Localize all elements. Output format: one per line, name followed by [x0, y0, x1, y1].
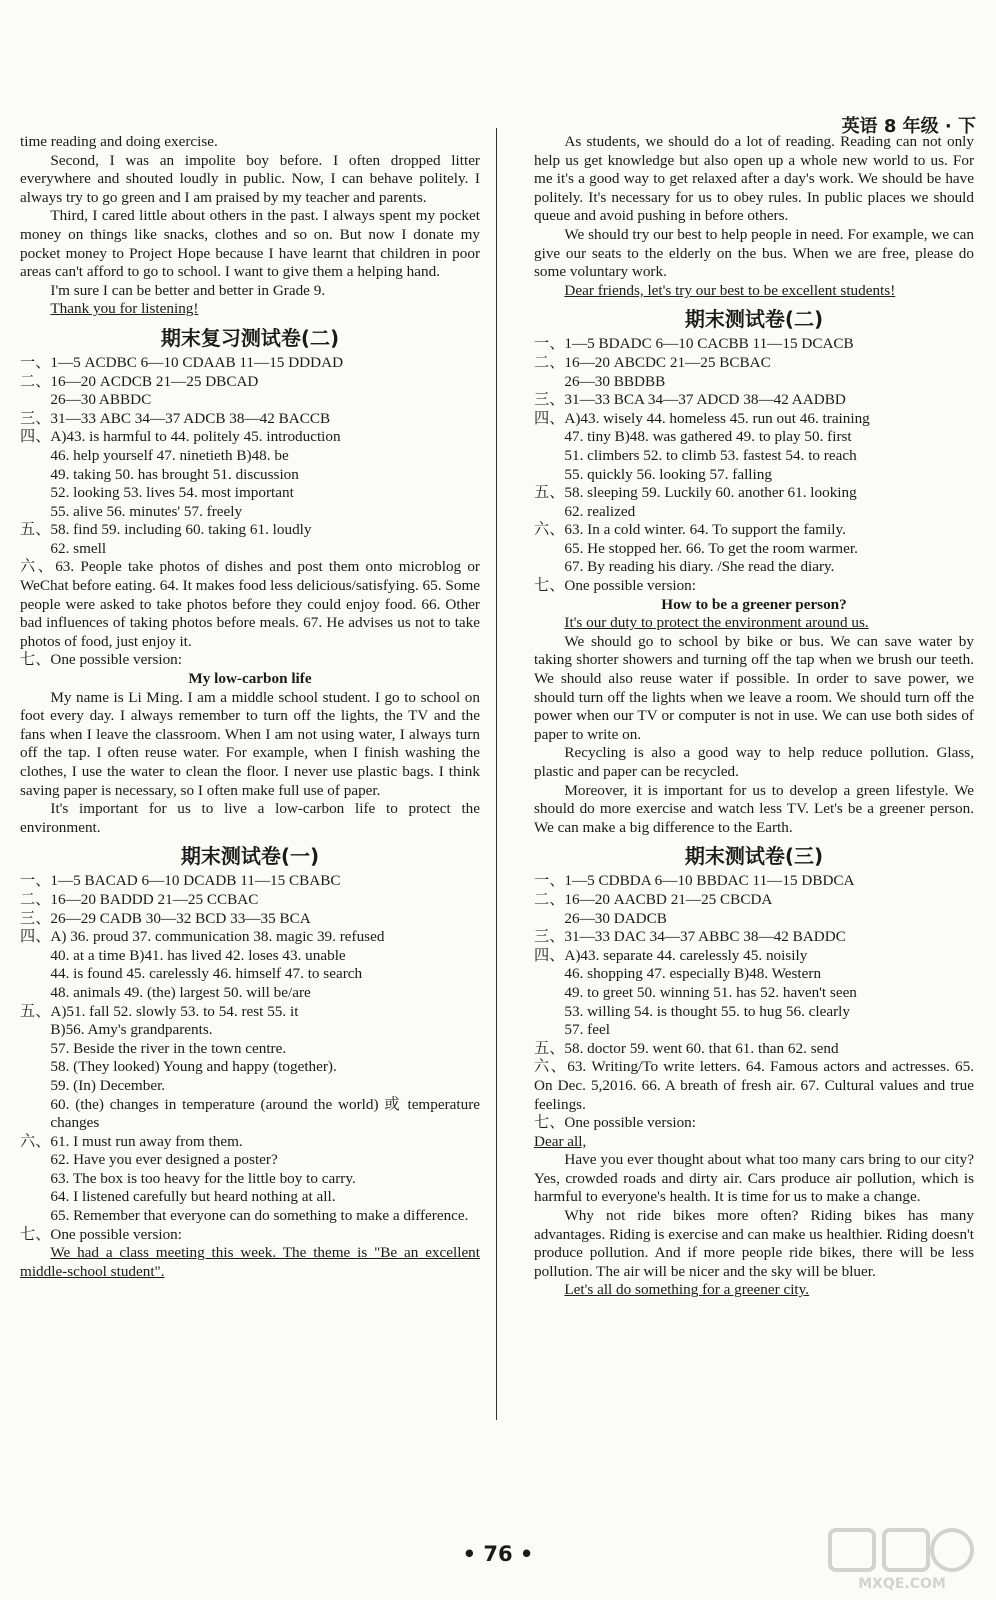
text-line: 六、61. I must run away from them. [20, 1132, 243, 1150]
text-line: 40. at a time B)41. has lived 42. loses 43. unable [50, 946, 346, 964]
text-line: I'm sure I can be better and better in Grade 9. [50, 281, 326, 299]
text-line: time reading and doing exercise. [20, 133, 218, 150]
text-line: 五、58. sleeping 59. Luckily 60. another 61. looking [534, 484, 857, 502]
text-line: 一、1—5 BACAD 6—10 DCADB 11—15 CBABC [20, 872, 341, 890]
text-line: Second, I was an impolite boy before. I often dropped litter everywhere and shouted loudly in public. Now, I can behave politely. I always try to go green and I am praised by my teacher and parents. [20, 151, 480, 206]
text-line: 46. shopping 47. especially B)48. Western [564, 965, 822, 983]
text-line: 48. animals 49. (the) largest 50. will be/are [50, 983, 311, 1001]
page-header: 英语 8 年级 · 下 [841, 116, 976, 137]
text-line: 65. Remember that everyone can do something to make a difference. [50, 1207, 469, 1225]
right-column [534, 133, 974, 1300]
text-line: Third, I cared little about others in the past. I always spent my pocket money on things like snacks, clothes and so on. But now I donate my pocket money to Project Hope because I have learnt that children in poor areas can't afford to go to school. I want to give them a helping hand. [20, 207, 480, 281]
text-line: My name is Li Ming. I am a middle school student. I go to school on foot every day. I always remember to turn off the lights, the TV and the fans when I leave the classroom. When I am not using water, I always turn off the tap. I often reuse water. For example, when I finish washing the clothes, I use the water to clean the floor. I never use plastic bags. I think saving paper is necessary, so I often make full use of paper. [20, 688, 480, 799]
text-line: 63. The box is too heavy for the little boy to carry. [50, 1169, 356, 1187]
text-line: 六、63. Writing/To write letters. 64. Famous actors and actresses. 65. On Dec. 5,2016. 66. A breath of fresh air. 67. Cultural values and true feelings. [534, 1058, 974, 1113]
text-line: 26—30 DADCB [564, 909, 667, 927]
text-line: 55. alive 56. minutes' 57. freely [50, 502, 243, 520]
text-line: 六、63. In a cold winter. 64. To support the family. [534, 521, 846, 539]
text-line: 51. climbers 52. to climb 53. fastest 54. to reach [564, 446, 857, 464]
text-line: 一、1—5 BDADC 6—10 CACBB 11—15 DCACB [534, 335, 854, 353]
text-line: 53. willing 54. is thought 55. to hug 56. clearly [564, 1002, 850, 1020]
text-line: 44. is found 45. carelessly 46. himself 47. to search [50, 965, 363, 983]
text-line: We should go to school by bike or bus. We can save water by taking shorter showers and turning off the tap when we brush our teeth. We should also reuse water if possible. In order to save power, we should turn off the lights when we leave a room. We should turn off the power when our TV or computer is not in use. We can use both sides of paper to write on. [534, 632, 974, 743]
text-line: 二、16—20 ABCDC 21—25 BCBAC [534, 353, 771, 371]
text-line: 三、31—33 BCA 34—37 ADCD 38—42 AADBD [534, 391, 846, 409]
watermark-logo [822, 1522, 982, 1592]
text-line: 四、A)43. separate 44. carelessly 45. noisily [534, 946, 808, 964]
section-title: 期末测试卷(一) [180, 844, 320, 869]
text-line: 五、A)51. fall 52. slowly 53. to 54. rest 55. it [20, 1002, 299, 1020]
text-line: We had a class meeting this week. The theme is "Be an excellent middle-school student". [20, 1244, 480, 1280]
text-line: 五、58. find 59. including 60. taking 61. loudly [20, 521, 312, 539]
text-line: 62. Have you ever designed a poster? [50, 1151, 278, 1169]
text-line: 59. (In) December. [50, 1076, 166, 1094]
text-line: 二、16—20 ACDCB 21—25 DBCAD [20, 372, 259, 390]
text-line: 52. looking 53. lives 54. most important [50, 484, 294, 502]
column-divider [496, 128, 497, 1420]
page-number: • 76 • [462, 1542, 534, 1566]
text-line: 四、A)43. wisely 44. homeless 45. run out 46. training [534, 409, 870, 427]
text-line: 60. (the) changes in temperature (around the world) 或 temperature changes [50, 1095, 480, 1132]
text-line: 49. to greet 50. winning 51. has 52. haven't seen [564, 983, 857, 1001]
text-line: 四、A) 36. proud 37. communication 38. magic 39. refused [20, 928, 385, 946]
text-line: It's important for us to live a low-carbon life to protect the environment. [20, 800, 480, 836]
text-line: Moreover, it is important for us to develop a green lifestyle. We should do more exercise and watch less TV. Let's be a greener person. We can make a big difference to the Earth. [534, 781, 974, 836]
text-line: 四、A)43. is harmful to 44. politely 45. introduction [20, 428, 341, 446]
text-line: 三、26—29 CADB 30—32 BCD 33—35 BCA [20, 909, 311, 927]
text-line: Dear all, [534, 1132, 587, 1150]
text-line: Recycling is also a good way to help reduce pollution. Glass, plastic and paper can be recycled. [534, 744, 974, 780]
text-line: 65. He stopped her. 66. To get the room warmer. [564, 539, 858, 557]
text-line: 55. quickly 56. looking 57. falling [564, 465, 772, 483]
text-line: 47. tiny B)48. was gathered 49. to play 50. first [564, 428, 852, 446]
left-column [20, 133, 480, 1281]
text-line: 58. (They looked) Young and happy (together). [50, 1058, 337, 1076]
text-line: 57. Beside the river in the town centre. [50, 1039, 287, 1057]
text-line: 七、One possible version: [534, 577, 696, 595]
text-line: 二、16—20 BADDD 21—25 CCBAC [20, 890, 259, 908]
text-line: 三、31—33 ABC 34—37 ADCB 38—42 BACCB [20, 409, 331, 427]
text-line: 64. I listened carefully but heard nothing at all. [50, 1188, 336, 1206]
text-line: 三、31—33 DAC 34—37 ABBC 38—42 BADDC [534, 928, 846, 946]
text-line: 49. taking 50. has brought 51. discussion [50, 465, 299, 483]
text-line: 62. smell [50, 539, 107, 557]
text-line: 57. feel [564, 1021, 610, 1039]
text-line: 46. help yourself 47. ninetieth B)48. be [50, 446, 289, 464]
essay-title: My low-carbon life [188, 670, 312, 688]
text-line: 62. realized [564, 502, 636, 520]
section-title: 期末测试卷(三) [684, 844, 824, 869]
text-line: Let's all do something for a greener city. [564, 1281, 810, 1299]
text-line: 26—30 ABBDC [50, 391, 152, 409]
text-line: 七、One possible version: [534, 1114, 696, 1132]
text-line: 七、One possible version: [20, 651, 182, 669]
text-line: 六、63. People take photos of dishes and post them onto microblog or WeChat before eating. 64. It makes food less delicious/satisfying. 65. Some people were asked to take photos before they could enjoy food. 66. Other bad influences of taking photos before meals. 67. He advises us not to take photos of food, just enjoy it. [20, 558, 480, 650]
text-line: Why not ride bikes more often? Riding bikes has many advantages. Riding is exercise and can make us healthier. Riding doesn't produce pollution. And if more people ride bikes, there will be less pollution. The air will be nicer and the sky will be bluer. [534, 1207, 974, 1280]
svg-text:MXQE.COM: MXQE.COM [858, 1576, 946, 1592]
text-line: 七、One possible version: [20, 1225, 182, 1243]
text-line: 67. By reading his diary. /She read the diary. [564, 558, 835, 576]
text-line: 一、1—5 CDBDA 6—10 BBDAC 11—15 DBDCA [534, 872, 855, 890]
text-line: Have you ever thought about what too many cars bring to our city? Yes, crowded roads and dirty air. Cars produce air pollution, which is harmful to everyone's health. It is time for us to make a change. [534, 1151, 974, 1206]
text-line: B)56. Amy's grandparents. [50, 1021, 213, 1039]
text-line: It's our duty to protect the environment around us. [564, 614, 869, 632]
text-line: 26—30 BBDBB [564, 372, 666, 390]
text-line: Dear friends, let's try our best to be excellent students! [564, 281, 896, 299]
text-line: 五、58. doctor 59. went 60. that 61. than 62. send [534, 1039, 839, 1057]
text-line: Thank you for listening! [50, 300, 199, 318]
essay-title: How to be a greener person? [661, 595, 847, 613]
section-title: 期末测试卷(二) [684, 307, 824, 332]
text-line: 二、16—20 AACBD 21—25 CBCDA [534, 890, 773, 908]
section-title: 期末复习测试卷(二) [160, 325, 340, 350]
text-line: 一、1—5 ACDBC 6—10 CDAAB 11—15 DDDAD [20, 353, 344, 371]
text-line: We should try our best to help people in need. For example, we can give our seats to the elderly on the bus. When we are free, please do some voluntary work. [534, 225, 974, 281]
text-line: As students, we should do a lot of reading. Reading can not only help us get knowledge but also open up a whole new world to us. For me it's a good way to get relaxed after a day's work. We should be have politely. It's necessary for us to obey rules. In public places we should queue and avoid pushing in before others. [534, 133, 974, 225]
